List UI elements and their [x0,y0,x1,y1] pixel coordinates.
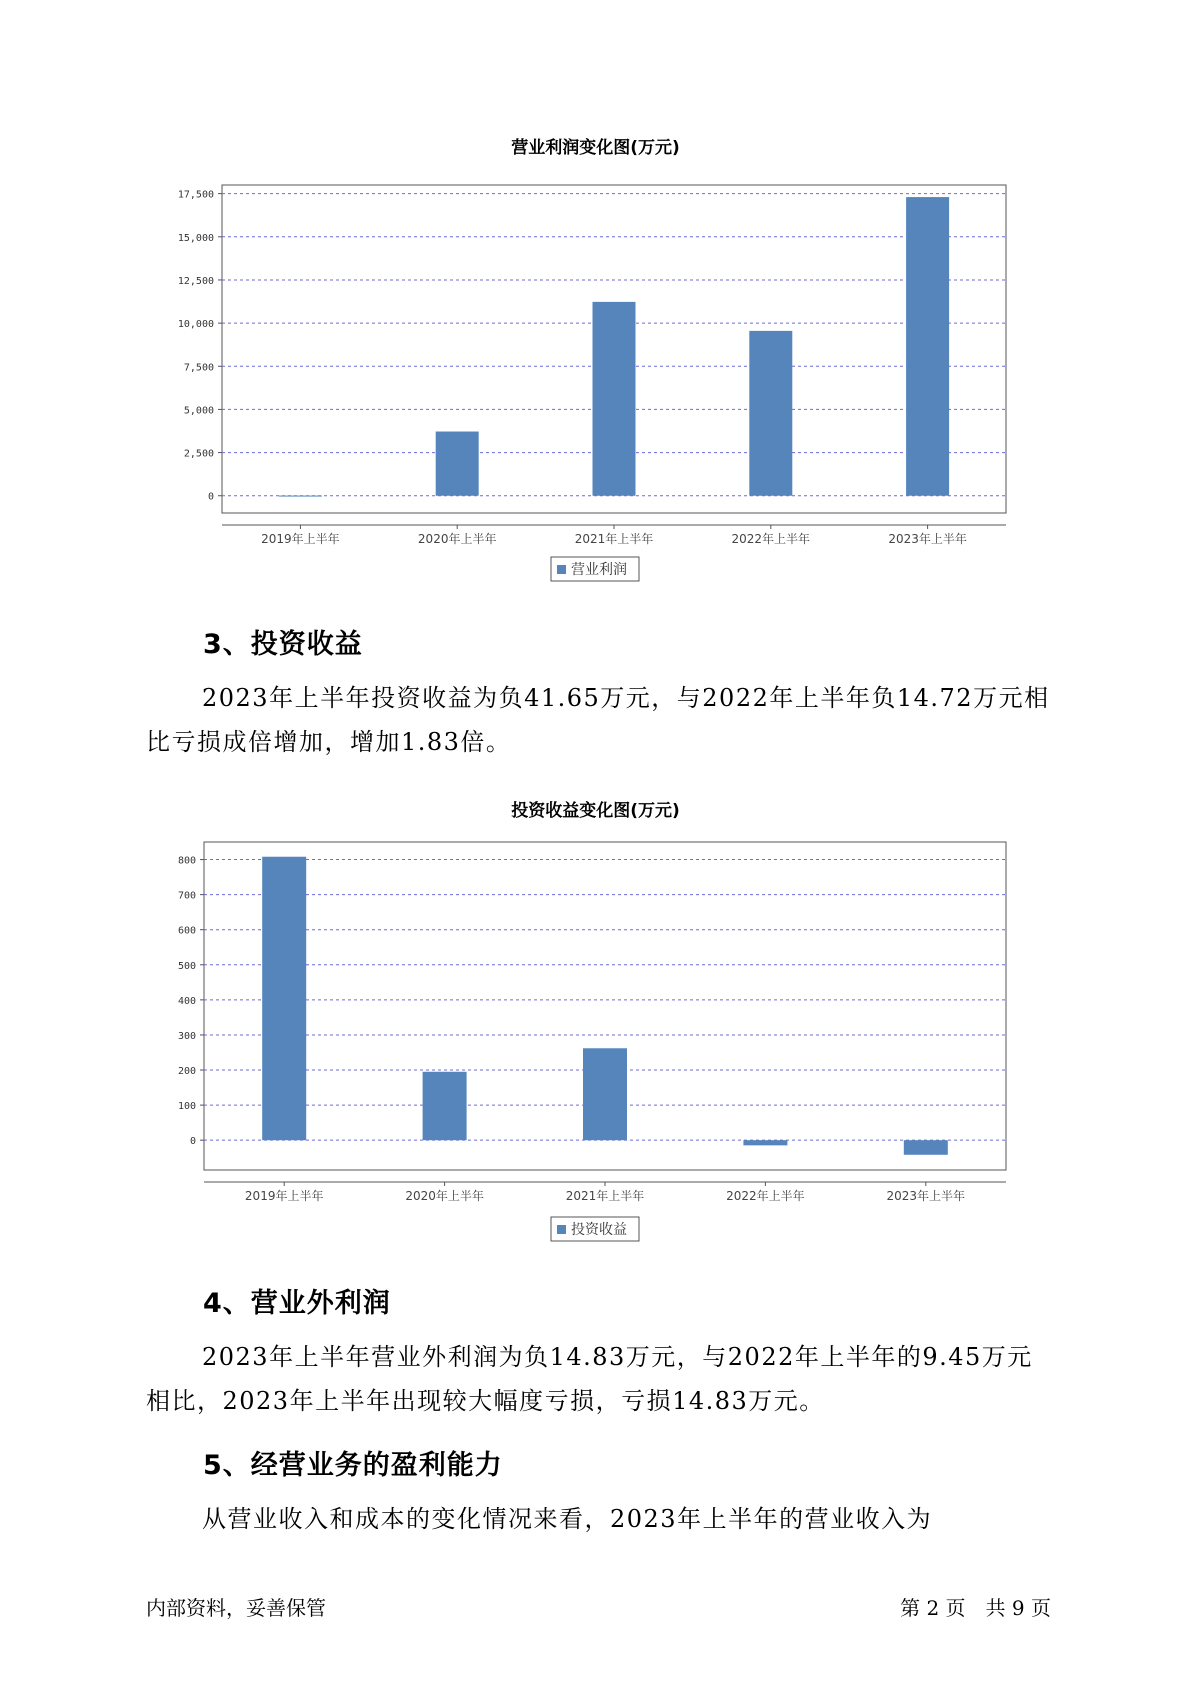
x-tick-label: 2020年上半年 [405,1189,484,1203]
bar [906,197,949,496]
bar [583,1048,627,1140]
bar [423,1072,467,1140]
x-tick-label: 2022年上半年 [731,532,811,546]
section-3-paragraph: 2023年上半年投资收益为负41.65万元，与2022年上半年负14.72万元相比亏损成倍增加，增加1.83倍。 [146,684,1050,756]
section-4-heading: 4、营业外利润 [203,1288,391,1319]
bar [904,1140,948,1155]
bar [749,331,792,496]
y-tick-label: 2,500 [183,448,214,460]
legend-swatch [557,565,566,574]
section-3-heading: 3、投资收益 [203,629,363,660]
section-5-heading: 5、经营业务的盈利能力 [203,1450,503,1481]
y-tick-label: 12,500 [177,275,214,287]
y-tick-label: 17,500 [177,189,214,201]
legend-label: 投资收益 [571,1222,627,1238]
bar [279,496,322,497]
footer-page-number: 第 2 页 共 9 页 [900,1596,1051,1620]
y-tick-label: 400 [177,995,196,1007]
chart-2-title: 投资收益变化图(万元) [511,801,680,821]
chart-1 [0,160,1191,600]
legend-swatch [557,1225,566,1234]
x-tick-label: 2023年上半年 [888,532,967,546]
y-tick-label: 800 [177,855,196,867]
y-tick-label: 300 [177,1030,196,1042]
y-tick-label: 0 [207,491,214,503]
chart-1-title: 营业利润变化图(万元) [511,138,680,158]
x-tick-label: 2023年上半年 [886,1189,966,1203]
legend-label: 营业利润 [571,562,627,578]
y-tick-label: 100 [177,1101,196,1113]
footer-confidential-note: 内部资料，妥善保管 [146,1596,326,1620]
x-tick-label: 2022年上半年 [726,1189,805,1203]
x-tick-label: 2021年上半年 [574,532,654,546]
section-5-paragraph: 从营业收入和成本的变化情况来看，2023年上半年的营业收入为 [202,1505,933,1533]
y-tick-label: 600 [177,925,196,937]
y-tick-label: 500 [177,960,196,972]
y-tick-label: 700 [177,890,196,902]
y-tick-label: 7,500 [183,362,214,374]
x-tick-label: 2020年上半年 [417,532,497,546]
bar [743,1140,787,1145]
bar [593,302,636,496]
bar [436,432,479,496]
x-tick-label: 2019年上半年 [261,532,340,546]
x-tick-label: 2019年上半年 [244,1189,324,1203]
section-4-paragraph: 2023年上半年营业外利润为负14.83万元，与2022年上半年的9.45万元相比，2023年上半年出现较大幅度亏损，亏损14.83万元。 [146,1343,1033,1415]
y-tick-label: 5,000 [183,405,214,417]
bar [262,857,306,1140]
x-tick-label: 2021年上半年 [565,1189,645,1203]
y-tick-label: 10,000 [177,319,214,331]
y-tick-label: 0 [189,1136,196,1148]
chart-2 [0,820,1191,1260]
y-tick-label: 200 [177,1066,196,1078]
y-tick-label: 15,000 [177,232,214,244]
